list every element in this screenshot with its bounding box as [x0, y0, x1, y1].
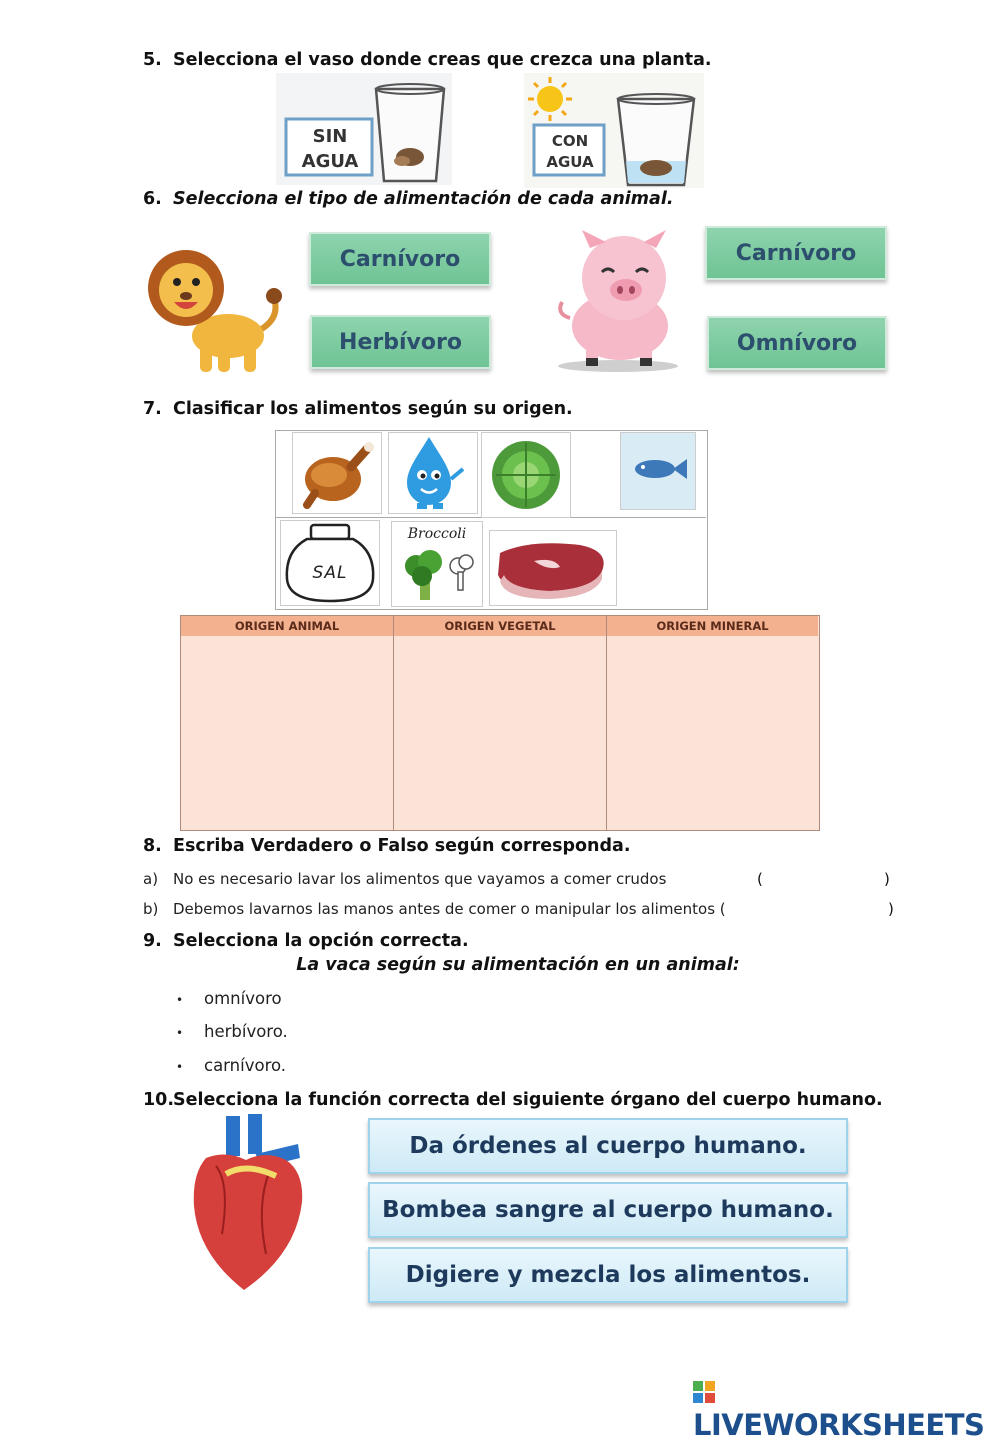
- draggable-food-salt[interactable]: [280, 520, 380, 606]
- drop-zone-mineral[interactable]: [607, 636, 818, 830]
- sun-icon: [528, 77, 572, 121]
- broccoli-label: Broccoli: [407, 526, 467, 542]
- question-9-subtitle: La vaca según su alimentación en un animal:: [296, 955, 740, 975]
- heart-image: [186, 1114, 308, 1292]
- option-omnivoro[interactable]: • omnívoro: [176, 989, 282, 1008]
- origin-classification-table: [180, 615, 820, 831]
- column-header-mineral: ORIGEN MINERAL: [607, 616, 818, 636]
- statement-b: b) Debemos lavarnos las manos antes de comer o manipular los alimentos (: [143, 900, 726, 918]
- paren-close-b: ): [888, 900, 894, 918]
- question-9: 9. Selecciona la opción correcta.: [143, 931, 469, 951]
- liveworksheets-logo: LIVEWORKSHEETS: [693, 1374, 1000, 1442]
- drop-zone-animal[interactable]: [181, 636, 394, 830]
- column-header-vegetal: ORIGEN VEGETAL: [394, 616, 607, 636]
- answer-input-a[interactable]: [766, 868, 884, 890]
- statement-a: a) No es necesario lavar los alimentos que vayamos a comer crudos: [143, 870, 667, 888]
- draggable-food-water[interactable]: [388, 432, 478, 514]
- meat-steak-icon: [490, 531, 616, 605]
- logo-mark-icon: [693, 1381, 715, 1403]
- function-option-digiere[interactable]: Digiere y mezcla los alimentos.: [368, 1247, 848, 1303]
- paren-close-a: ): [884, 870, 890, 888]
- lion-image: [146, 240, 291, 376]
- lion-option-herbivoro[interactable]: Herbívoro: [310, 315, 491, 369]
- question-7: 7. Clasificar los alimentos según su origen.: [143, 399, 573, 419]
- option-carnivoro[interactable]: • carnívoro.: [176, 1056, 287, 1075]
- lion-icon: [146, 240, 291, 376]
- heart-icon: [186, 1114, 308, 1292]
- fish-icon: [621, 433, 695, 509]
- cup1-label: SIN AGUA: [301, 126, 359, 172]
- pig-icon: [548, 228, 678, 373]
- roast-chicken-icon: [293, 433, 381, 513]
- salt-label: SAL: [312, 563, 348, 583]
- draggable-food-broccoli[interactable]: [391, 521, 483, 607]
- draggable-food-fish[interactable]: [620, 432, 696, 510]
- water-drop-icon: [389, 433, 477, 513]
- lettuce-icon: [482, 433, 570, 517]
- draggable-food-lettuce[interactable]: [481, 432, 571, 518]
- answer-input-b[interactable]: [770, 898, 888, 920]
- function-option-bombea[interactable]: Bombea sangre al cuerpo humano.: [368, 1182, 848, 1238]
- question-10: 10.Selecciona la función correcta del siguiente órgano del cuerpo humano.: [143, 1090, 883, 1110]
- pig-option-omnivoro[interactable]: Omnívoro: [707, 316, 887, 370]
- drop-zone-vegetal[interactable]: [394, 636, 607, 830]
- cup2-label: CON AGUA: [546, 132, 594, 171]
- pig-option-carnivoro[interactable]: Carnívoro: [705, 226, 887, 280]
- function-option-ordenes[interactable]: Da órdenes al cuerpo humano.: [368, 1118, 848, 1174]
- option-herbivoro[interactable]: • herbívoro.: [176, 1022, 288, 1041]
- question-8: 8. Escriba Verdadero o Falso según corresponda.: [143, 836, 631, 856]
- question-6: 6. Selecciona el tipo de alimentación de cada animal.: [143, 189, 674, 209]
- question-5: 5. Selecciona el vaso donde creas que crezca una planta.: [143, 50, 712, 70]
- draggable-food-chicken[interactable]: [292, 432, 382, 514]
- cup-with-water-option[interactable]: [524, 73, 704, 188]
- draggable-food-meat[interactable]: [489, 530, 617, 606]
- column-header-animal: ORIGEN ANIMAL: [181, 616, 394, 636]
- paren-open-a: (: [757, 870, 763, 888]
- cup-without-water-option[interactable]: [276, 73, 452, 185]
- pig-image: [548, 228, 678, 373]
- lion-option-carnivoro[interactable]: Carnívoro: [309, 232, 491, 286]
